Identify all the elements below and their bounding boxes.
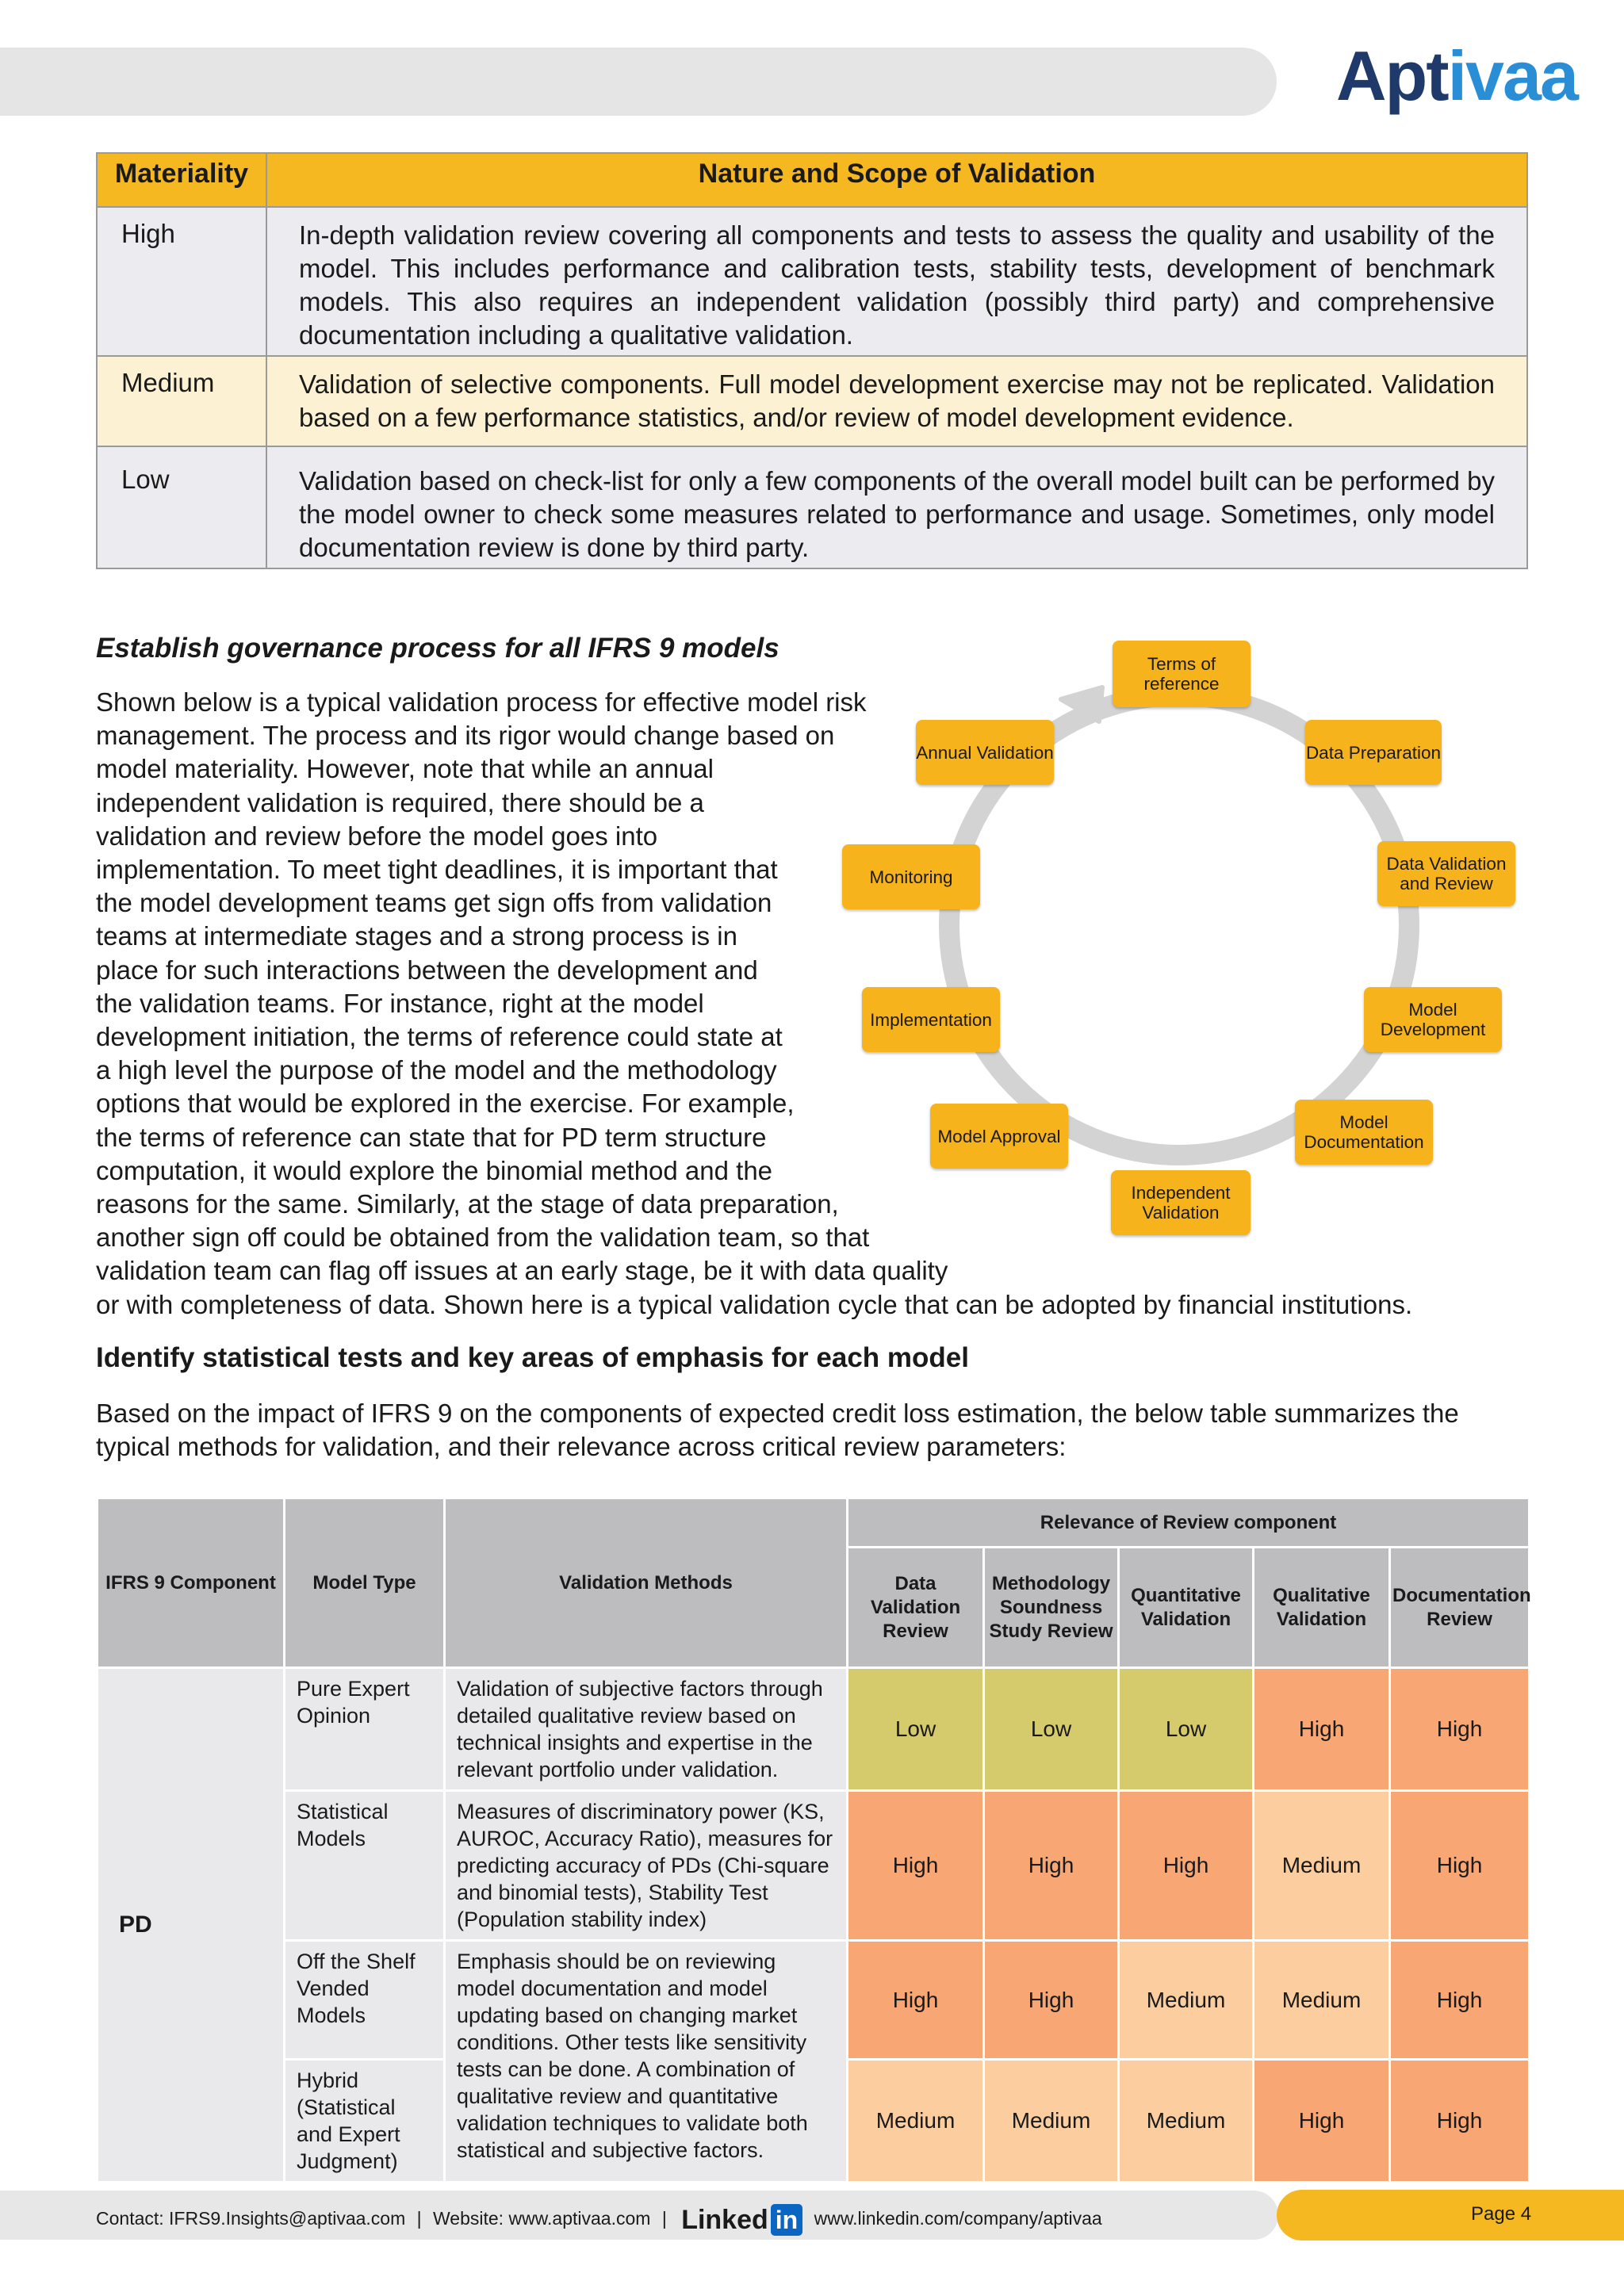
cycle-step-annual-validation: Annual Validation <box>916 720 1054 785</box>
col-model-type: Model Type <box>285 1498 445 1668</box>
scope-description: Validation of selective components. Full model development exercise may not be replicated. Validation based on a few performance statistics, and/or review of model development evidence. <box>266 356 1527 446</box>
aptivaa-logo: Aptivaa <box>1336 36 1577 115</box>
col-ifrs9-component: IFRS 9 Component <box>98 1498 285 1668</box>
relevance-cell: High <box>1390 1668 1530 1791</box>
relevance-table <box>96 1497 1530 2183</box>
relevance-cell: High <box>1119 1791 1254 1941</box>
relevance-cell: High <box>1254 2060 1390 2183</box>
relevance-cell: High <box>848 1791 984 1941</box>
relevance-cell: Medium <box>1254 1941 1390 2060</box>
col-documentation-review: Documentation Review <box>1390 1548 1530 1668</box>
cycle-step-model-development: Model Development <box>1364 987 1502 1052</box>
relevance-cell: Medium <box>1119 1941 1254 2060</box>
relevance-cell: High <box>1390 1791 1530 1941</box>
scope-description: In-depth validation review covering all components and tests to assess the quality and usability of the model. This includes performance and calibration tests, stability tests, development of benchmark models. This also requires an independent validation (possibly third party) and comprehensive documentation including a qualitative validation. <box>266 207 1527 356</box>
relevance-cell: High <box>1254 1668 1390 1791</box>
table-row <box>98 1668 1530 1791</box>
col-validation-methods: Validation Methods <box>445 1498 848 1668</box>
table-row <box>98 1791 1530 1941</box>
page-tab <box>1277 2190 1624 2241</box>
model-type-cell: Off the Shelf Vended Models <box>285 1941 445 2060</box>
materiality-table <box>96 152 1528 569</box>
col-quantitative-validation: Quantitative Validation <box>1119 1548 1254 1668</box>
materiality-level: Low <box>97 446 266 568</box>
relevance-cell: High <box>1390 2060 1530 2183</box>
scope-header: Nature and Scope of Validation <box>266 153 1527 207</box>
relevance-cell: Low <box>848 1668 984 1791</box>
relevance-cell: Low <box>984 1668 1119 1791</box>
linkedin-link[interactable]: www.linkedin.com/company/aptivaa <box>814 2208 1102 2229</box>
website-link[interactable]: Website: www.aptivaa.com <box>433 2208 651 2229</box>
cycle-step-monitoring: Monitoring <box>842 844 980 909</box>
relevance-cell: High <box>984 1791 1119 1941</box>
table-row <box>97 446 1527 568</box>
materiality-level: Medium <box>97 356 266 446</box>
governance-paragraph: Shown below is a typical validation process for effective model risk management. The process and its rigor would change based on model materiality. However, note that while an annual independent validation is required, there should be a validation and review before the model goes into implementation. To meet tight deadlines, it is important that the model development teams get sign offs from validation teams at intermediate stages and a strong process is in place for such interactions between the development and the validation teams. For instance, right at the model development initiation, the terms of reference could state at a high level the purpose of the model and the methodology options that would be explored in the exercise. For example, the terms of reference can state that for PD term structure computation, it would explore the binomial method and the reasons for the same. Similarly, at the stage of data preparation, another sign off could be obtained from the validation team, so that validation team can flag off issues at an early stage, be it with data quality or with completeness of data. Shown here is a typical validation cycle that can be adopted by financial institutions. <box>96 687 1413 1319</box>
materiality-level: High <box>97 207 266 356</box>
relevance-group-header: Relevance of Review component <box>848 1498 1530 1548</box>
col-methodology-review: Methodology Soundness Study Review <box>984 1548 1119 1668</box>
cycle-step-terms-of-reference: Terms of reference <box>1113 641 1251 707</box>
validation-methods-cell: Measures of discriminatory power (KS, AUROC, Accuracy Ratio), measures for predicting accuracy of PDs (Chi-square and binomial tests), Stability Test (Population stability index) <box>445 1791 848 1941</box>
relevance-cell: High <box>1390 1941 1530 2060</box>
validation-methods-cell: Validation of subjective factors through detailed qualitative review based on technical insights and expertise in the relevant portfolio under validation. <box>445 1668 848 1791</box>
relevance-cell: Medium <box>984 2060 1119 2183</box>
scope-description: Validation based on check-list for only a few components of the overall model built can be performed by the model owner to check some measures related to performance and usage. Sometimes, only model documentation review is done by third party. <box>266 446 1527 568</box>
footer-contact: Contact: IFRS9.Insights@aptivaa.com | Website: www.aptivaa.com | Linked in www.linkedin.com/company/aptivaa <box>96 2204 1102 2235</box>
tests-heading: Identify statistical tests and key areas of emphasis for each model <box>96 1342 969 1373</box>
cycle-step-model-approval: Model Approval <box>930 1104 1068 1169</box>
table-row <box>97 356 1527 446</box>
governance-heading: Establish governance process for all IFRS 9 models <box>96 633 779 664</box>
model-type-cell: Hybrid (Statistical and Expert Judgment) <box>285 2060 445 2183</box>
contact-email[interactable]: Contact: IFRS9.Insights@aptivaa.com <box>96 2208 406 2229</box>
col-data-validation-review: Data Validation Review <box>848 1548 984 1668</box>
table-row <box>98 1941 1530 2060</box>
page-number: Page 4 <box>1471 2203 1532 2225</box>
relevance-cell: Medium <box>1119 2060 1254 2183</box>
cycle-step-independent-validation: Independent Validation <box>1111 1170 1251 1235</box>
tests-paragraph: Based on the impact of IFRS 9 on the components of expected credit loss estimation, the below table summarizes the typical methods for validation, and their relevance across critical review parameters: <box>96 1399 1459 1462</box>
relevance-cell: Low <box>1119 1668 1254 1791</box>
table-row <box>97 207 1527 356</box>
validation-methods-cell: Emphasis should be on reviewing model documentation and model updating based on changing market conditions. Other tests like sensitivity tests can be done. A combination of qualitative review and quantitative validation techniques to validate both statistical and subjective factors. <box>445 1941 848 2183</box>
col-qualitative-validation: Qualitative Validation <box>1254 1548 1390 1668</box>
cycle-step-model-documentation: Model Documentation <box>1295 1100 1433 1165</box>
header-bar <box>0 48 1277 116</box>
materiality-header: Materiality <box>97 153 266 207</box>
relevance-cell: Medium <box>1254 1791 1390 1941</box>
relevance-cell: Medium <box>848 2060 984 2183</box>
cycle-step-data-preparation: Data Preparation <box>1305 720 1442 785</box>
cycle-step-data-validation: Data Validation and Review <box>1377 841 1515 906</box>
model-type-cell: Pure Expert Opinion <box>285 1668 445 1791</box>
model-type-cell: Statistical Models <box>285 1791 445 1941</box>
relevance-cell: High <box>984 1941 1119 2060</box>
component-pd: PD <box>98 1668 285 2183</box>
linkedin-icon: Linked in <box>681 2204 802 2236</box>
cycle-step-implementation: Implementation <box>862 987 1000 1052</box>
relevance-cell: High <box>848 1941 984 2060</box>
